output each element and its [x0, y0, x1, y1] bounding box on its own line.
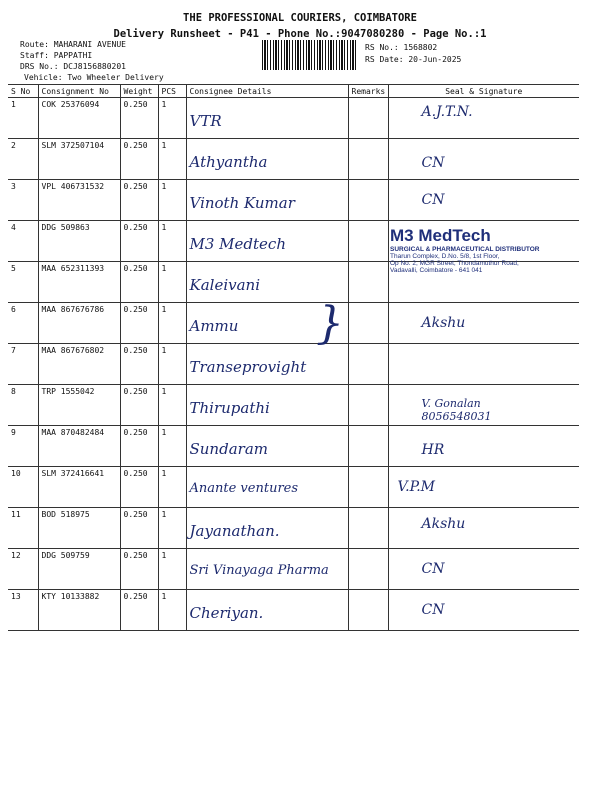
consignee-handwriting: Transeprovight: [189, 358, 307, 376]
company-stamp: [390, 226, 585, 274]
consignment-cell: MAA 867676786: [38, 303, 120, 344]
consignment-cell: DDG 509863: [38, 221, 120, 262]
pcs-cell: 1: [158, 221, 186, 262]
consignment-cell: COK 25376094: [38, 98, 120, 139]
company-title: THE PROFESSIONAL COURIERS, COIMBATORE: [183, 12, 417, 24]
consignee-cell: [186, 180, 348, 221]
seal-cell: [388, 98, 579, 139]
seal-cell: [388, 590, 579, 631]
consignee-handwriting: Sundaram: [189, 440, 268, 458]
stamp-address-line: Op No. 2, MGR Street, Thondamuthur Road,: [390, 260, 519, 267]
remarks-cell: [348, 549, 388, 590]
table-row: [8, 139, 579, 180]
pcs-cell: 1: [158, 98, 186, 139]
consignee-cell: [186, 549, 348, 590]
signature: V. Gonalan: [421, 397, 481, 410]
weight-cell: 0.250: [120, 303, 158, 344]
table-row: [8, 590, 579, 631]
consignee-cell: [186, 344, 348, 385]
table-row: [8, 508, 579, 549]
col-remarks: Remarks: [348, 85, 388, 98]
consignment-cell: MAA 870482484: [38, 426, 120, 467]
remarks-cell: [348, 385, 388, 426]
weight-cell: 0.250: [120, 385, 158, 426]
consignee-cell: [186, 98, 348, 139]
staff-label: Staff: PAPPATHI: [20, 51, 93, 60]
seal-cell: [388, 180, 579, 221]
consignee-cell: [186, 426, 348, 467]
seal-cell: [388, 344, 579, 385]
remarks-cell: [348, 139, 388, 180]
runsheet-table: [8, 84, 579, 631]
drs-number: DRS No.: DCJ8156880201: [20, 62, 126, 71]
sno-cell: 4: [8, 221, 38, 262]
rs-number: RS No.: 1568802: [365, 43, 438, 52]
consignee-handwriting: Athyantha: [189, 153, 268, 171]
sno-cell: 5: [8, 262, 38, 303]
consignee-cell: [186, 508, 348, 549]
pcs-cell: 1: [158, 139, 186, 180]
sno-cell: 12: [8, 549, 38, 590]
vehicle-label: Vehicle: Two Wheeler Delivery: [24, 73, 164, 82]
sno-cell: 13: [8, 590, 38, 631]
sno-cell: 7: [8, 344, 38, 385]
seal-cell: [388, 549, 579, 590]
sno-cell: 6: [8, 303, 38, 344]
stamp-address-line: Tharun Complex, D.No. 5/8, 1st Floor,: [390, 253, 500, 260]
consignee-handwriting: Cheriyan.: [189, 604, 264, 622]
sno-cell: 1: [8, 98, 38, 139]
sno-cell: 10: [8, 467, 38, 508]
col-seal: Seal & Signature: [388, 85, 579, 98]
remarks-cell: [348, 508, 388, 549]
remarks-cell: [348, 590, 388, 631]
pcs-cell: 1: [158, 426, 186, 467]
pcs-cell: 1: [158, 590, 186, 631]
consignee-handwriting: Vinoth Kumar: [189, 194, 295, 212]
sno-cell: 11: [8, 508, 38, 549]
pcs-cell: 1: [158, 262, 186, 303]
consignee-cell: [186, 139, 348, 180]
weight-cell: 0.250: [120, 426, 158, 467]
runsheet-subtitle: Delivery Runsheet - P41 - Phone No.:9047080280 - Page No.:1: [113, 28, 487, 40]
table-row: [8, 303, 579, 344]
weight-cell: 0.250: [120, 467, 158, 508]
remarks-cell: [348, 180, 388, 221]
seal-cell: [388, 467, 579, 508]
table-row: [8, 549, 579, 590]
pcs-cell: 1: [158, 385, 186, 426]
pcs-cell: 1: [158, 508, 186, 549]
weight-cell: 0.250: [120, 180, 158, 221]
weight-cell: 0.250: [120, 344, 158, 385]
weight-cell: 0.250: [120, 262, 158, 303]
signature: A.J.T.N.: [421, 104, 473, 120]
consignment-cell: DDG 509759: [38, 549, 120, 590]
table-row: [8, 467, 579, 508]
consignee-cell: [186, 590, 348, 631]
consignment-cell: BOD 518975: [38, 508, 120, 549]
remarks-cell: [348, 98, 388, 139]
consignee-handwriting: Thirupathi: [189, 399, 270, 417]
handwritten-brace-mark: }: [316, 298, 344, 349]
consignment-cell: MAA 652311393: [38, 262, 120, 303]
signature: CN: [421, 155, 445, 171]
weight-cell: 0.250: [120, 590, 158, 631]
signature: CN: [421, 602, 445, 618]
sno-cell: 2: [8, 139, 38, 180]
table-row: [8, 385, 579, 426]
col-consignee: Consignee Details: [186, 85, 348, 98]
remarks-cell: [348, 467, 388, 508]
consignment-cell: SLM 372416641: [38, 467, 120, 508]
pcs-cell: 1: [158, 303, 186, 344]
seal-cell: [388, 303, 579, 344]
consignee-handwriting: M3 Medtech: [189, 235, 286, 253]
signature: CN: [421, 561, 445, 577]
remarks-cell: [348, 262, 388, 303]
consignee-handwriting: VTR: [189, 112, 222, 130]
consignment-cell: MAA 867676802: [38, 344, 120, 385]
stamp-logo: M3 MedTech: [390, 226, 491, 245]
consignee-handwriting: Anante ventures: [189, 481, 299, 496]
sno-cell: 9: [8, 426, 38, 467]
seal-cell: [388, 385, 579, 426]
sno-cell: 3: [8, 180, 38, 221]
col-pcs: PCS: [158, 85, 186, 98]
table-row: [8, 98, 579, 139]
consignment-cell: VPL 406731532: [38, 180, 120, 221]
seal-cell: [388, 426, 579, 467]
pcs-cell: 1: [158, 467, 186, 508]
weight-cell: 0.250: [120, 98, 158, 139]
remarks-cell: [348, 303, 388, 344]
signature-phone: 8056548031: [421, 410, 492, 423]
table-row: [8, 180, 579, 221]
weight-cell: 0.250: [120, 221, 158, 262]
consignee-handwriting: Kaleivani: [189, 276, 260, 294]
signature: V.P.M: [397, 479, 435, 495]
seal-cell: [388, 139, 579, 180]
barcode: [262, 40, 358, 70]
stamp-subtitle: SURGICAL & PHARMACEUTICAL DISTRIBUTOR: [390, 246, 540, 253]
pcs-cell: 1: [158, 344, 186, 385]
weight-cell: 0.250: [120, 549, 158, 590]
table-header-row: [8, 85, 579, 98]
consignee-cell: [186, 221, 348, 262]
rs-date: RS Date: 20-Jun-2025: [365, 55, 462, 64]
weight-cell: 0.250: [120, 508, 158, 549]
consignee-cell: [186, 262, 348, 303]
consignment-cell: SLM 372507104: [38, 139, 120, 180]
seal-cell: [388, 508, 579, 549]
weight-cell: 0.250: [120, 139, 158, 180]
remarks-cell: [348, 221, 388, 262]
consignee-cell: [186, 385, 348, 426]
consignee-handwriting: Sri Vinayaga Pharma: [189, 563, 329, 578]
col-consignment: Consignment No: [38, 85, 120, 98]
consignee-handwriting: Ammu: [189, 317, 239, 335]
remarks-cell: [348, 426, 388, 467]
table-row: [8, 426, 579, 467]
signature: Akshu: [421, 516, 466, 532]
consignment-cell: KTY 10133882: [38, 590, 120, 631]
route-label: Route: MAHARANI AVENUE: [20, 40, 126, 49]
col-weight: Weight: [120, 85, 158, 98]
col-sno: S No: [8, 85, 38, 98]
signature: HR: [421, 442, 445, 458]
signature: CN: [421, 192, 445, 208]
table-body: [8, 98, 579, 631]
sno-cell: 8: [8, 385, 38, 426]
signature: Akshu: [421, 315, 466, 331]
consignee-handwriting: Jayanathan.: [189, 522, 280, 540]
remarks-cell: [348, 344, 388, 385]
pcs-cell: 1: [158, 180, 186, 221]
stamp-address-line: Vadavalli, Coimbatore - 641 041: [390, 267, 483, 274]
pcs-cell: 1: [158, 549, 186, 590]
table-row: [8, 344, 579, 385]
consignment-cell: TRP 1555042: [38, 385, 120, 426]
consignee-cell: [186, 467, 348, 508]
